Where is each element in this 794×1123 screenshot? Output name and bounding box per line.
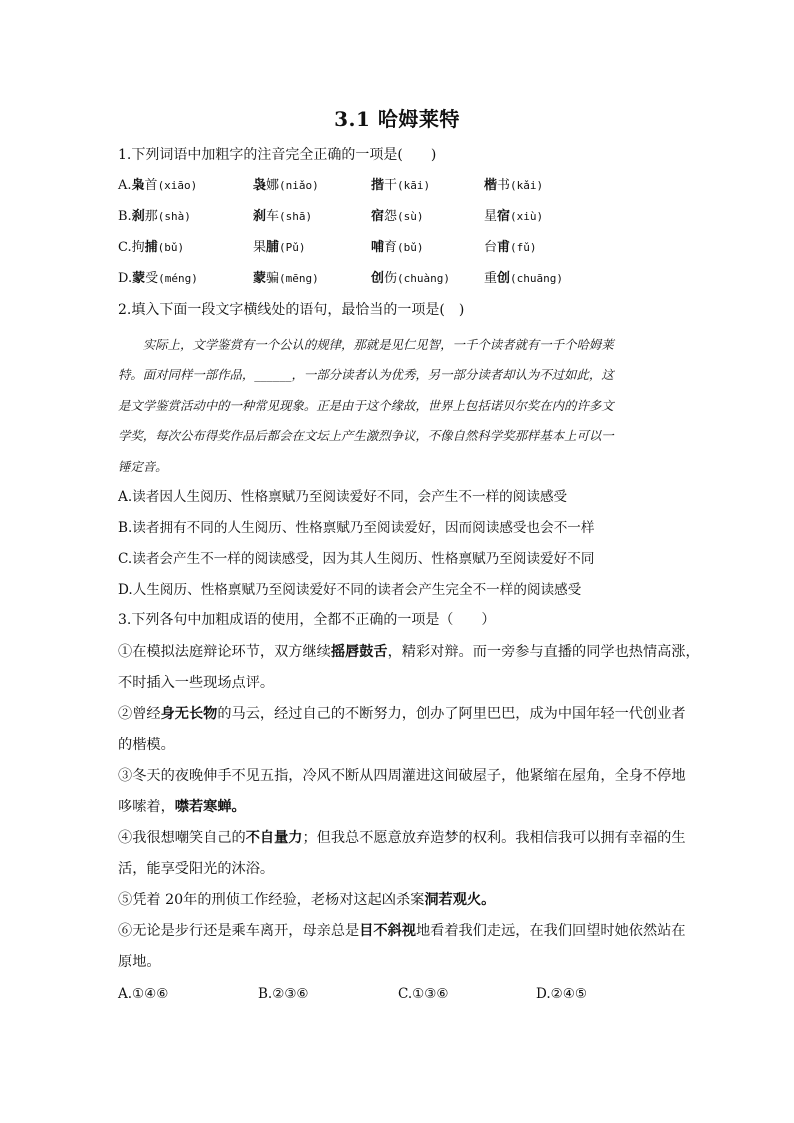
passage-line: 特。面对同样一部作品，______，一部分读者认为优秀，另一部分读者却认为不过如此，这: [118, 367, 614, 382]
sentence-line: 活，能享受阳光的沐浴。: [118, 861, 275, 877]
pinyin-option: 楷书(kǎi): [484, 178, 544, 193]
pinyin-option: 宿怨(sù): [371, 209, 424, 224]
pinyin-option: 哺育(bǔ): [371, 240, 424, 255]
pinyin-option: 重创(chuāng): [484, 271, 564, 286]
choice-d: D.人生阅历、性格禀赋乃至阅读爱好不同的读者会产生完全不一样的阅读感受: [118, 582, 582, 598]
choice-a: A.读者因人生阅历、性格禀赋乃至阅读爱好不同，会产生不一样的阅读感受: [118, 489, 568, 505]
pinyin-option: 台甫(fǔ): [484, 240, 537, 255]
page-title: 3.1 哈姆莱特: [334, 107, 460, 131]
passage-line: 锤定音。: [118, 459, 168, 474]
sentence-line: ④我很想嘲笑自己的不自量力；但我总不愿意放弃造梦的权利。我相信我可以拥有幸福的生: [118, 830, 686, 846]
sentence-line: 原地。: [118, 954, 161, 970]
sentence-line: ⑤凭着 20年的刑侦工作经验，老杨对这起凶杀案洞若观火。: [118, 892, 496, 908]
pinyin-option: 袅娜(niǎo): [253, 178, 319, 193]
sentence-line: ③冬天的夜晚伸手不见五指，冷风不断从四周灌进这间破屋子，他紧缩在屋角，全身不停地: [118, 768, 686, 784]
answer-b: B.②③⑥: [258, 986, 309, 1002]
pinyin-option: 果脯(Pǔ): [253, 240, 306, 255]
pinyin-option: 蒙骗(mēng): [253, 271, 319, 286]
answer-a: A.①④⑥: [118, 986, 169, 1002]
sentence-line: 的楷模。: [118, 737, 175, 753]
question-3-stem: 3.下列各句中加粗成语的使用，全都不正确的一项是（ ）: [118, 612, 496, 628]
pinyin-option: B.刹那(shà): [118, 209, 191, 224]
choice-b: B.读者拥有不同的人生阅历、性格禀赋乃至阅读爱好，因而阅读感受也会不一样: [118, 520, 595, 536]
pinyin-option: C.拘捕(bǔ): [118, 240, 185, 255]
pinyin-option: 星宿(xiù): [484, 209, 544, 224]
pinyin-option: A.枭首(xiāo): [118, 178, 198, 193]
sentence-line: 哆嗦着，噤若寒蝉。: [118, 799, 246, 815]
sentence-line: ⑥无论是步行还是乘车离开，母亲总是目不斜视地看着我们走远，在我们回望时她依然站在: [118, 923, 686, 939]
sentence-line: 不时插入一些现场点评。: [118, 675, 275, 691]
pinyin-option: D.蒙受(méng): [118, 271, 198, 286]
answer-c: C.①③⑥: [398, 986, 449, 1002]
passage-line: 实际上，文学鉴赏有一个公认的规律，那就是见仁见智，一千个读者就有一千个哈姆莱: [118, 337, 614, 352]
choice-c: C.读者会产生不一样的阅读感受，因为其人生阅历、性格禀赋乃至阅读爱好不同: [118, 551, 595, 567]
pinyin-option: 揩干(kāi): [371, 178, 431, 193]
pinyin-option: 创伤(chuàng): [371, 271, 451, 286]
passage-line: 学奖，每次公布得奖作品后都会在文坛上产生激烈争议，不像自然科学奖那样基本上可以一: [118, 428, 614, 443]
sentence-line: ②曾经身无长物的马云，经过自己的不断努力，创办了阿里巴巴，成为中国年轻一代创业者: [118, 706, 686, 722]
question-2-stem: 2.填入下面一段文字横线处的语句，最恰当的一项是( ): [118, 302, 465, 318]
sentence-line: ①在模拟法庭辩论环节，双方继续摇唇鼓舌，精彩对辩。而一旁参与直播的同学也热情高涨，: [118, 644, 700, 660]
passage-line: 是文学鉴赏活动中的一种常见现象。正是由于这个缘故，世界上包括诺贝尔奖在内的许多文: [118, 398, 614, 413]
question-1-stem: 1.下列词语中加粗字的注音完全正确的一项是( ): [118, 147, 437, 163]
answer-d: D.②④⑤: [536, 986, 587, 1002]
pinyin-option: 刹车(shā): [253, 209, 313, 224]
